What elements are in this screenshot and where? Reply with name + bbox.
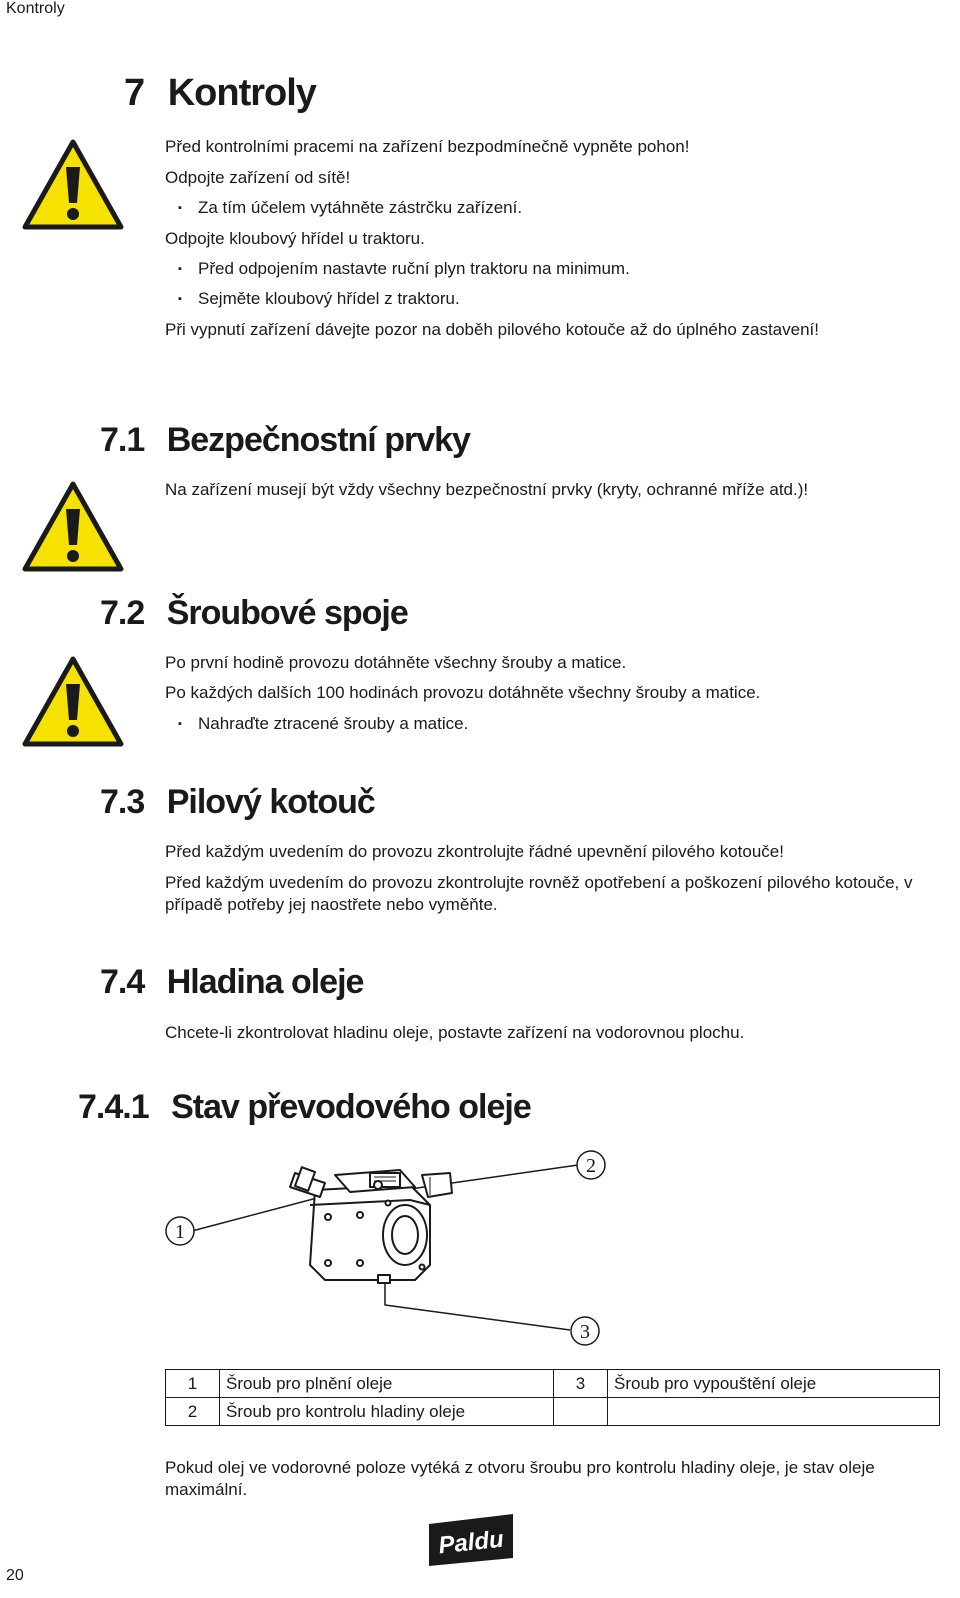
chapter-heading [124, 72, 316, 115]
legend-label: Šroub pro vypouštění oleje [608, 1370, 940, 1398]
legend-table [165, 1369, 940, 1426]
legend-label [608, 1398, 940, 1426]
section-title: Bezpečnostní prvky [166, 421, 470, 459]
legend-number: 1 [166, 1370, 220, 1398]
section-heading-7-2 [100, 594, 408, 633]
bullet-item: ▪ Sejměte kloubový hřídel z traktoru. [198, 288, 460, 310]
legend-label: Šroub pro kontrolu hladiny oleje [220, 1398, 554, 1426]
section-number: 7.2 [100, 594, 145, 632]
section-number: 7.4 [100, 963, 145, 1001]
intro-line: Odpojte kloubový hřídel u traktoru. [165, 229, 425, 248]
callout-1 [166, 1217, 194, 1245]
section-text: Před každým uvedením do provozu zkontrolujte rovněž opotřebení a poškození pilového kotouče, v případě potřeby jej naostřete nebo vyměňte. [165, 873, 913, 914]
warning-icon [22, 656, 124, 748]
section-title: Pilový kotouč [166, 783, 375, 821]
section-heading-7-4-1 [78, 1088, 531, 1127]
section-title: Stav převodového oleje [171, 1088, 531, 1126]
chapter-title: Kontroly [167, 72, 316, 114]
table-row [166, 1370, 940, 1398]
callout-3 [571, 1317, 599, 1345]
section-title: Šroubové spoje [166, 594, 408, 632]
intro-line: Při vypnutí zařízení dávejte pozor na doběh pilového kotouče až do úplného zastavení! [165, 320, 819, 339]
table-row [166, 1398, 940, 1426]
oil-level-note: Pokud olej ve vodorovné poloze vytéká z otvoru šroubu pro kontrolu hladiny oleje, je stav oleje maximální. [165, 1458, 875, 1499]
bullet-item: ▪ Před odpojením nastavte ruční plyn traktoru na minimum. [198, 258, 630, 280]
legend-number: 3 [554, 1370, 608, 1398]
callout-2 [577, 1151, 605, 1179]
intro-line: Odpojte zařízení od sítě! [165, 168, 351, 187]
warning-icon [22, 481, 124, 573]
running-header: Kontroly [6, 0, 65, 17]
section-text: Po první hodině provozu dotáhněte všechny šrouby a matice. [165, 653, 627, 672]
logo-text: Paldu [437, 1525, 505, 1560]
section-heading-7-4 [100, 963, 363, 1002]
legend-number: 2 [166, 1398, 220, 1426]
section-heading-7-3 [100, 783, 375, 822]
section-number: 7.1 [100, 421, 145, 459]
callout-label: 3 [580, 1321, 590, 1343]
section-heading-7-1 [100, 421, 470, 460]
page-number: 20 [6, 1567, 24, 1584]
section-text: Po každých dalších 100 hodinách provozu dotáhněte všechny šrouby a matice. [165, 683, 761, 702]
paldu-logo [425, 1510, 517, 1568]
gearbox-figure [160, 1145, 610, 1350]
section-text: Chcete-li zkontrolovat hladinu oleje, postavte zařízení na vodorovnou plochu. [165, 1023, 745, 1042]
warning-icon [22, 139, 124, 231]
section-number: 7.3 [100, 783, 145, 821]
intro-line: Před kontrolními pracemi na zařízení bezpodmínečně vypněte pohon! [165, 137, 690, 156]
legend-number [554, 1398, 608, 1426]
section-title: Hladina oleje [166, 963, 364, 1001]
section-text: Na zařízení musejí být vždy všechny bezpečnostní prvky (kryty, ochranné mříže atd.)! [165, 480, 809, 499]
chapter-number: 7 [124, 72, 145, 114]
section-text: Před každým uvedením do provozu zkontrolujte řádné upevnění pilového kotouče! [165, 842, 784, 861]
bullet-item: ▪ Nahraďte ztracené šrouby a matice. [198, 713, 468, 735]
bullet-item: ▪ Za tím účelem vytáhněte zástrčku zařízení. [198, 197, 522, 219]
callout-label: 1 [175, 1221, 185, 1243]
legend-label: Šroub pro plnění oleje [220, 1370, 554, 1398]
callout-label: 2 [586, 1155, 596, 1177]
section-number: 7.4.1 [78, 1088, 149, 1126]
